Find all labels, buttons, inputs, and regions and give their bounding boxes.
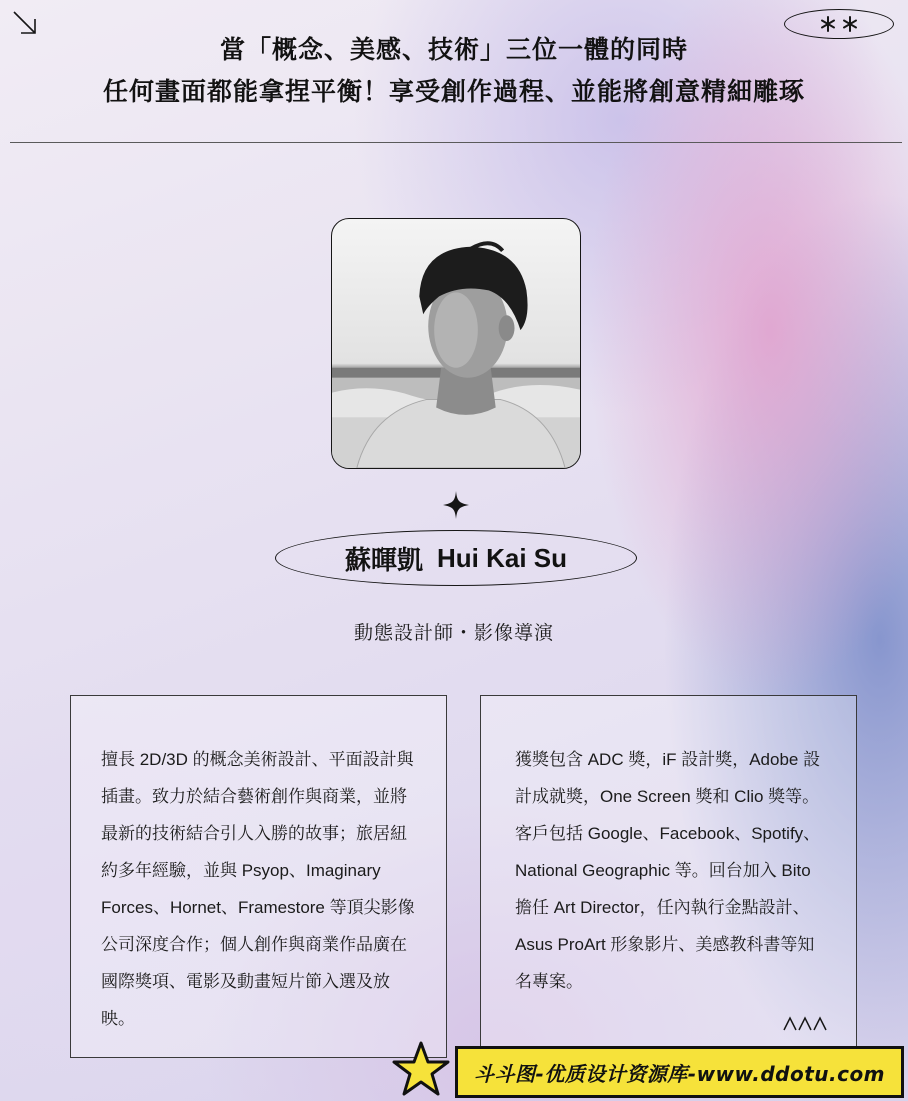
watermark-text: 斗斗图-优质设计资源库-www.ddotu.com <box>473 1061 886 1086</box>
watermark-banner[interactable] <box>455 1046 904 1098</box>
name-english: Hui Kai Su <box>437 542 568 573</box>
headline-line-1: 當「概念、美感、技術」三位一體的同時 <box>219 35 688 64</box>
bio-card-right <box>480 695 857 1058</box>
name-chinese: 蘇暉凱 <box>344 544 423 575</box>
sparkle-icon <box>443 491 469 519</box>
bio-text-left: 擅長 2D/3D 的概念美術設計、平面設計與插畫。致力於結合藝術創作與商業，並將最新的技術結合引人入勝的故事；旅居紐約多年經驗，並與 Psyop、Imaginary Forces、Hornet、Framestore 等頂尖影像公司深度合作；個人創作與商業作品廣在國際獎項、電影及動畫短片節入選及放映。 <box>101 750 415 1028</box>
role-title: 動態設計師・影像導演 <box>353 622 554 644</box>
bio-card-left <box>70 695 447 1058</box>
star-icon <box>390 1040 452 1098</box>
bio-text-right: 獲獎包含 ADC 獎，iF 設計獎，Adobe 設計成就獎，One Screen 獎和 Clio 獎等。客戶包括 Google、Facebook、Spotify、National Geographic 等。回台加入 Bito 擔任 Art Director，任內執行金點設計、Asus ProArt 形象影片、美感教科書等知名專案。 <box>515 750 821 991</box>
triple-caret-icon <box>782 1012 830 1032</box>
headline-line-2: 任何畫面都能拿捏平衡！享受創作過程、並能將創意精細雕琢 <box>102 77 805 106</box>
name-badge <box>275 530 637 586</box>
header-divider <box>10 142 902 143</box>
portrait-photo <box>331 218 581 469</box>
